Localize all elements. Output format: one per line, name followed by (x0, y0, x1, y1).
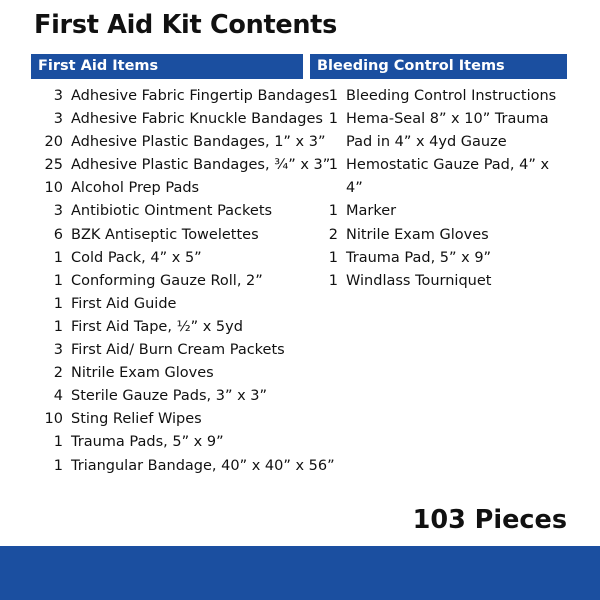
item-quantity: 1 (53, 295, 63, 312)
bottom-band (0, 546, 600, 600)
item-quantity: 2 (53, 365, 63, 382)
item-quantity: 10 (44, 411, 63, 428)
item-description: Adhesive Plastic Bandages, 1” x 3” (71, 134, 326, 151)
item-description: Antibiotic Ointment Packets (71, 203, 273, 220)
item-description: Marker (346, 203, 397, 220)
item-quantity: 1 (53, 457, 63, 474)
item-description: Triangular Bandage, 40” x 40” x 56” (71, 457, 335, 474)
list-item (310, 224, 567, 247)
list-item (31, 247, 303, 270)
list-item (31, 224, 303, 247)
item-description: Bleeding Control Instructions (346, 88, 557, 104)
list-item (31, 154, 331, 177)
list-item (31, 293, 303, 316)
item-description: Adhesive Fabric Knuckle Bandages (71, 111, 323, 128)
item-description: Trauma Pads, 5” x 9” (71, 434, 224, 451)
list-item (310, 108, 567, 154)
item-quantity: 1 (53, 318, 63, 335)
item-quantity: 1 (53, 249, 63, 266)
item-quantity: 3 (53, 88, 63, 104)
list-item (310, 85, 567, 108)
list-item (31, 431, 303, 454)
list-item (31, 316, 303, 339)
bleeding-control-column (310, 54, 567, 293)
item-description: Adhesive Fabric Fingertip Bandages (71, 88, 330, 104)
item-description: Trauma Pad, 5” x 9” (346, 249, 492, 266)
item-description: Sting Relief Wipes (71, 411, 202, 428)
item-quantity: 4 (53, 388, 63, 405)
item-description: Hemostatic Gauze Pad, 4” x 4” (346, 157, 550, 197)
item-quantity: 6 (53, 226, 63, 243)
list-item (31, 85, 330, 108)
list-item (310, 154, 567, 200)
item-quantity: 1 (328, 88, 338, 104)
list-item (31, 339, 303, 362)
bleeding-control-list (310, 85, 567, 293)
list-item (310, 270, 567, 293)
first-aid-column (31, 54, 335, 478)
item-quantity: 3 (53, 342, 63, 359)
item-description: Nitrile Exam Gloves (346, 226, 489, 243)
list-item (31, 177, 303, 200)
total-pieces: 103 Pieces (412, 505, 567, 535)
page-title: First Aid Kit Contents (34, 10, 337, 40)
item-quantity: 1 (328, 249, 338, 266)
list-item (31, 200, 303, 223)
item-quantity: 3 (53, 203, 63, 220)
list-item (31, 408, 303, 431)
list-item (31, 131, 326, 154)
item-quantity: 1 (53, 434, 63, 451)
item-quantity: 3 (53, 111, 63, 128)
item-description: Hema-Seal 8” x 10” Trauma Pad in 4” x 4yd Gauze (346, 111, 549, 151)
item-description: Sterile Gauze Pads, 3” x 3” (71, 388, 268, 405)
list-item (31, 455, 335, 478)
item-description: Conforming Gauze Roll, 2” (71, 272, 263, 289)
item-quantity: 10 (44, 180, 63, 197)
item-quantity: 1 (328, 111, 338, 128)
first-aid-list (31, 85, 335, 478)
item-quantity: 20 (44, 134, 63, 151)
item-quantity: 25 (44, 157, 63, 174)
list-item (31, 108, 323, 131)
item-description: BZK Antiseptic Towelettes (71, 226, 259, 243)
item-quantity: 2 (328, 226, 338, 243)
bleeding-control-header: Bleeding Control Items (310, 54, 567, 79)
item-quantity: 1 (328, 272, 338, 289)
item-quantity: 1 (328, 203, 338, 220)
list-item (310, 247, 567, 270)
list-item (31, 385, 303, 408)
item-description: First Aid Guide (71, 295, 177, 312)
item-quantity: 1 (53, 272, 63, 289)
item-description: Nitrile Exam Gloves (71, 365, 214, 382)
item-description: Adhesive Plastic Bandages, ¾” x 3” (71, 157, 331, 174)
item-quantity: 1 (328, 157, 338, 174)
list-item (310, 200, 567, 223)
item-description: Windlass Tourniquet (346, 272, 492, 289)
item-description: First Aid/ Burn Cream Packets (71, 342, 285, 359)
item-description: Cold Pack, 4” x 5” (71, 249, 202, 266)
list-item (31, 270, 303, 293)
first-aid-header: First Aid Items (31, 54, 303, 79)
item-description: First Aid Tape, ½” x 5yd (71, 318, 243, 335)
item-description: Alcohol Prep Pads (71, 180, 200, 197)
list-item (31, 362, 303, 385)
